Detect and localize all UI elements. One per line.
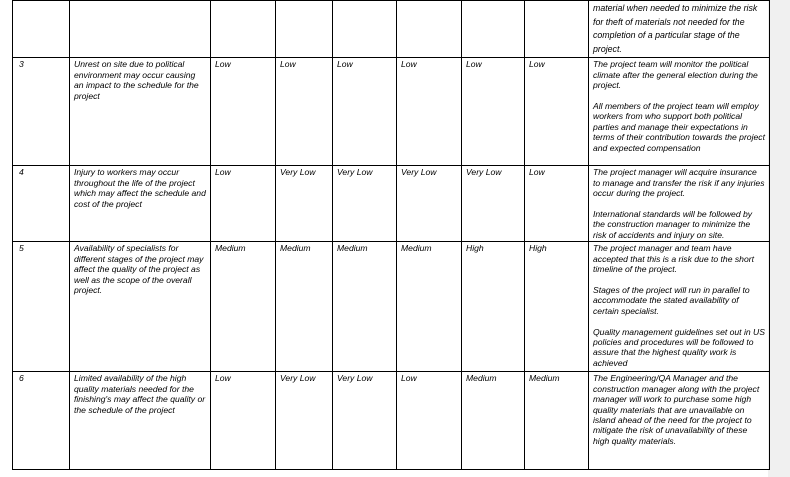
table-row	[13, 58, 770, 166]
rating-cell: High	[525, 242, 589, 372]
rating-cell: Low	[525, 166, 589, 242]
mitigation-text: The project manager will acquire insurance to manage and transfer the risk if any injuries occur during the project.	[593, 167, 765, 199]
page-margin-strip	[768, 0, 790, 477]
rating-cell: Low	[211, 58, 276, 166]
rating-cell: Low	[276, 58, 333, 166]
rating-cell: Very Low	[276, 166, 333, 242]
risk-number: 3	[13, 58, 70, 166]
mitigation-cell	[589, 242, 770, 372]
rating-cell: High	[462, 242, 525, 372]
risk-number	[13, 1, 70, 58]
rating-cell: Medium	[211, 242, 276, 372]
risk-number: 4	[13, 166, 70, 242]
rating-cell: Medium	[525, 372, 589, 470]
mitigation-text: Stages of the project will run in parallel to accommodate the stated availability of certain specialist.	[593, 284, 750, 316]
risk-description: Limited availability of the high quality materials needed for the finishing's may affect the quality or the schedule of the project	[70, 372, 211, 470]
mitigation-cell	[589, 372, 770, 470]
table-row	[13, 372, 770, 470]
table-row	[13, 166, 770, 242]
rating-cell: Low	[397, 58, 462, 166]
rating-cell: Low	[211, 166, 276, 242]
mitigation-text: The project team will monitor the political climate after the general election during the project.	[593, 59, 758, 91]
mitigation-text: The project manager and team have accepted that this is a risk due to the short timeline of the project.	[593, 243, 754, 275]
mitigation-cell	[589, 1, 770, 58]
table-row	[13, 1, 770, 58]
rating-cell: Medium	[333, 242, 397, 372]
rating-cell: Medium	[276, 242, 333, 372]
rating-cell: Low	[462, 58, 525, 166]
rating-cell: Medium	[462, 372, 525, 470]
risk-description: Unrest on site due to political environment may occur causing an impact to the schedule for the project	[70, 58, 211, 166]
rating-cell: Very Low	[462, 166, 525, 242]
rating-cell: Very Low	[397, 166, 462, 242]
mitigation-cell	[589, 166, 770, 242]
risk-description: Injury to workers may occur throughout the life of the project which may affect the schedule and cost of the project	[70, 166, 211, 242]
risk-number: 5	[13, 242, 70, 372]
mitigation-text: The Engineering/QA Manager and the construction manager along with the project manager will work to purchase some high quality materials that are unavailable on island ahead of the need for the project to mitigate the risk of unavailability of these high quality materials.	[593, 373, 760, 446]
mitigation-cell	[589, 58, 770, 166]
rating-cell	[397, 1, 462, 58]
rating-cell	[525, 1, 589, 58]
rating-cell	[211, 1, 276, 58]
rating-cell: Medium	[397, 242, 462, 372]
risk-number: 6	[13, 372, 70, 470]
rating-cell	[462, 1, 525, 58]
rating-cell: Low	[211, 372, 276, 470]
risk-register-table	[12, 0, 770, 470]
rating-cell: Low	[397, 372, 462, 470]
mitigation-text: International standards will be followed by the construction manager to minimize the risk of accidents and injury on site.	[593, 208, 753, 240]
rating-cell: Low	[525, 58, 589, 166]
rating-cell: Low	[333, 58, 397, 166]
mitigation-text: Quality management guidelines set out in US policies and procedures will be followed to assure that the highest quality work is achieved	[593, 326, 765, 368]
risk-description	[70, 1, 211, 58]
rating-cell: Very Low	[333, 166, 397, 242]
table-row	[13, 242, 770, 372]
rating-cell: Very Low	[333, 372, 397, 470]
mitigation-text: All members of the project team will employ workers from who support both political parties and manage their expectations in terms of their contribution towards the project and expected compensation	[593, 100, 765, 153]
risk-description: Availability of specialists for different stages of the project may affect the quality of the project as well as the scope of the overall project.	[70, 242, 211, 372]
rating-cell: Very Low	[276, 372, 333, 470]
rating-cell	[333, 1, 397, 58]
rating-cell	[276, 1, 333, 58]
mitigation-text: material when needed to minimize the risk for theft of materials not needed for the completion of a particular stage of the project.	[593, 3, 758, 54]
